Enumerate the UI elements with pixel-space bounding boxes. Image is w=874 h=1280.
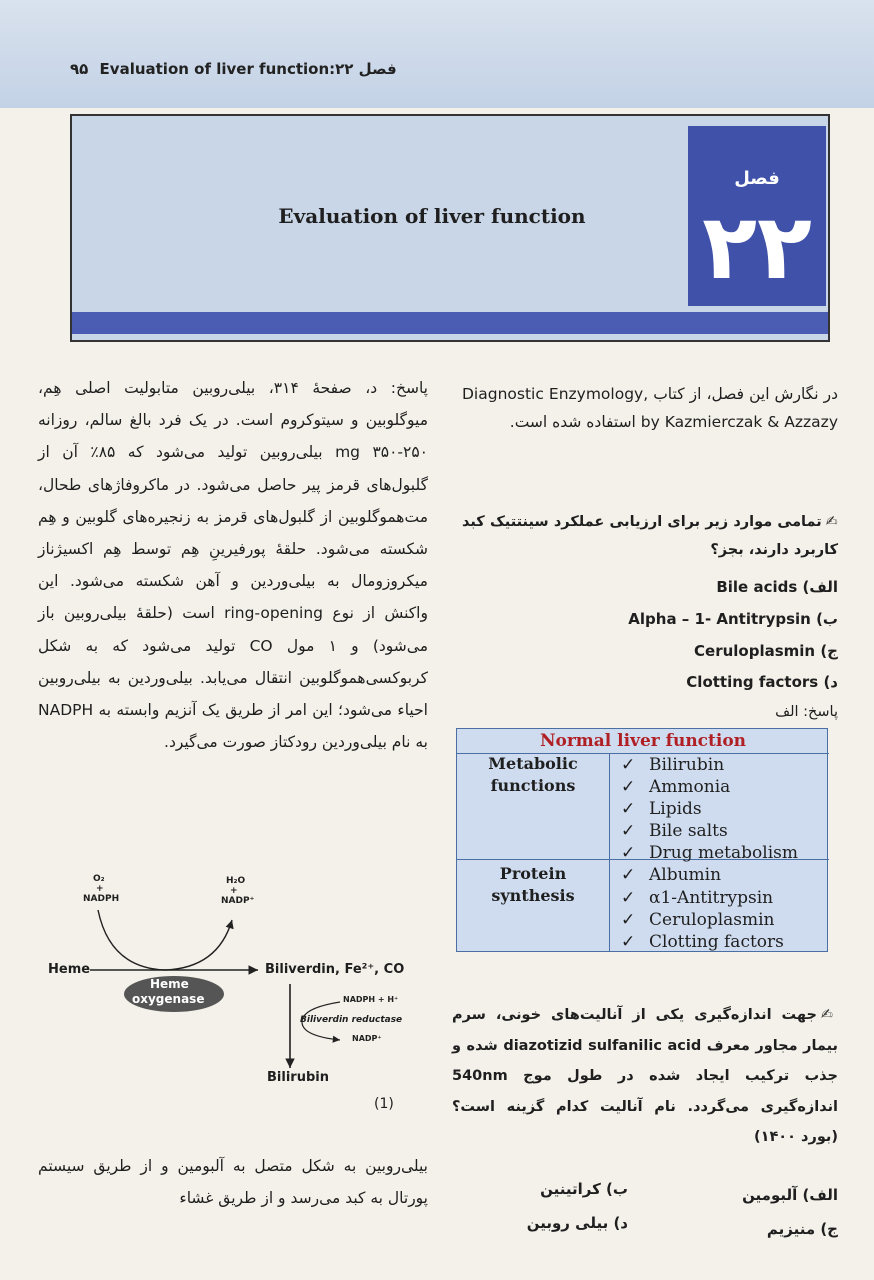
- table-item: ✓ α1-Antitrypsin: [621, 888, 774, 908]
- nadp2-label: NADP⁺: [352, 1034, 382, 1043]
- q1-option-b: ب) Alpha – 1- Antitrypsin: [628, 610, 838, 628]
- table-category: Protein synthesis: [491, 864, 575, 905]
- q2-option-a: الف) آلبومین: [742, 1186, 838, 1204]
- normal-liver-function-table: [456, 728, 828, 952]
- check-icon: ✓: [621, 755, 636, 775]
- check-icon: ✓: [621, 865, 636, 885]
- table-item: ✓ Ammonia: [621, 777, 731, 797]
- cofactor-arc: [98, 910, 232, 970]
- page-number: ۹۵: [70, 60, 89, 78]
- heme-label: Heme: [48, 962, 91, 977]
- check-icon: ✓: [621, 799, 636, 819]
- header-band: [0, 0, 874, 108]
- o2-label: O₂: [93, 874, 105, 884]
- question-1: [462, 508, 838, 564]
- answer-paragraph: پاسخ: د، صفحهٔ ۳۱۴، بیلی‌روبین متابولیت اصلی هِم، میوگلوبین و سیتوکروم است. در یک فرد بالغ سالم، روزانه mg ۳۵۰-۲۵۰ بیلی‌روبین تولید می‌شود که ۸۵٪ آن از گلبول‌های قرمز پیر حاصل می‌شود. در ماکروفاژهای طحال، مت‌هموگلوبین از گلبول‌های قرمز به زنجیره‌های گلوبین و هِم شکسته می‌شود. حلقهٔ پورفیرینِ هِم توسط هِم اکسیژناز میکروزومال به بیلی‌وردین و آهن شکسته می‌شود. این واکنش از نوع ring-opening است (حلقهٔ بیلی‌روبین باز می‌شود) و ۱ مول CO تولید می‌شود که به شکل کربوکسی‌هموگلوبین انتقال می‌یابد. بیلی‌وردین به بیلی‌روبین احیاء می‌شود؛ این امر از طریق یک آنزیم وابسته به NADPH به نام بیلی‌وردین رودکتاز صورت می‌گیرد.: [38, 379, 428, 752]
- intro-text: در نگارش این فصل، از کتاب Diagnostic Enzymology, by Kazmierczak & Azzazy استفاده شده است.: [462, 385, 838, 431]
- enzyme-label: Heme: [150, 977, 189, 991]
- nadp-label: NADP⁺: [221, 896, 255, 906]
- biliverdin-label: Biliverdin, Fe²⁺, CO: [265, 962, 405, 977]
- table-category: Metabolic functions: [488, 754, 578, 795]
- pencil-icon: ✍: [825, 514, 838, 530]
- table-item: ✓ Bilirubin: [621, 755, 725, 775]
- h2o-label: H₂O: [226, 876, 246, 886]
- reductase-label: Biliverdin reductase: [300, 1015, 403, 1025]
- table-item: ✓ Clotting factors: [621, 932, 784, 952]
- plus-label: +: [230, 886, 238, 896]
- table-item: ✓ Drug metabolism: [621, 843, 798, 863]
- check-icon: ✓: [621, 843, 636, 863]
- table-title: Normal liver function: [539, 731, 747, 751]
- table-item: ✓ Lipids: [621, 799, 702, 819]
- check-icon: ✓: [621, 888, 636, 908]
- table-item: ✓ Ceruloplasmin: [621, 910, 775, 930]
- q1-option-d: د) Clotting factors: [686, 673, 838, 691]
- table-item: ✓ Bile salts: [621, 821, 728, 841]
- check-icon: ✓: [621, 910, 636, 930]
- question-2: [452, 1000, 838, 1153]
- enzyme-label: oxygenase: [132, 992, 205, 1006]
- nadph-label: NADPH: [83, 894, 120, 904]
- chapter-title: Evaluation of liver function: [278, 204, 586, 228]
- q2-option-b: ب) کراتینین: [540, 1180, 628, 1198]
- bilirubin-label: Bilirubin: [267, 1070, 329, 1085]
- question-2-text: جهت اندازه‌گیری یکی از آنالیت‌های خونی، سرم بیمار مجاور معرف diazotizid sulfanilic acid شده و جذب ترکیب ایجاد شده در طول موج 540nm اندازه‌گیری می‌گردد. نام آنالیت کدام گزینه است؟ (بورد ۱۴۰۰): [452, 1007, 838, 1145]
- chapter-bar: [72, 312, 828, 334]
- q1-answer: پاسخ: الف: [775, 704, 838, 720]
- chapter-number: ۲۲: [702, 195, 812, 300]
- table-column-divider: [609, 753, 610, 951]
- q1-option-c: ج) Ceruloplasmin: [694, 642, 838, 660]
- diagram-caption: (1): [374, 1096, 394, 1112]
- nadph-h-label: NADPH + H⁺: [343, 995, 399, 1004]
- table-item: ✓ Albumin: [621, 865, 722, 885]
- chapter-label: فصل: [734, 168, 780, 189]
- bottom-paragraph: بیلی‌روبین به شکل متصل به آلبومین و از طریق سیستم پورتال به کبد می‌رسد و از طریق غشاء: [38, 1157, 428, 1207]
- q1-option-a: الف) Bile acids: [716, 578, 838, 596]
- check-icon: ✓: [621, 777, 636, 797]
- chapter-banner: [70, 114, 830, 342]
- check-icon: ✓: [621, 932, 636, 952]
- pencil-icon: ✍: [820, 1007, 838, 1023]
- plus-label: +: [96, 884, 104, 894]
- question-1-text: تمامی موارد زیر برای ارزیابی عملکرد سینتتیک کبد کاربرد دارند، بجز؟: [462, 514, 838, 558]
- q2-option-c: ج) منیزیم: [766, 1220, 838, 1238]
- chapter-label-box: [688, 126, 826, 306]
- q2-option-d: د) بیلی روبین: [526, 1214, 628, 1232]
- running-head: [70, 60, 403, 78]
- running-title: Evaluation of liver function:فصل ۲۲: [99, 60, 397, 78]
- check-icon: ✓: [621, 821, 636, 841]
